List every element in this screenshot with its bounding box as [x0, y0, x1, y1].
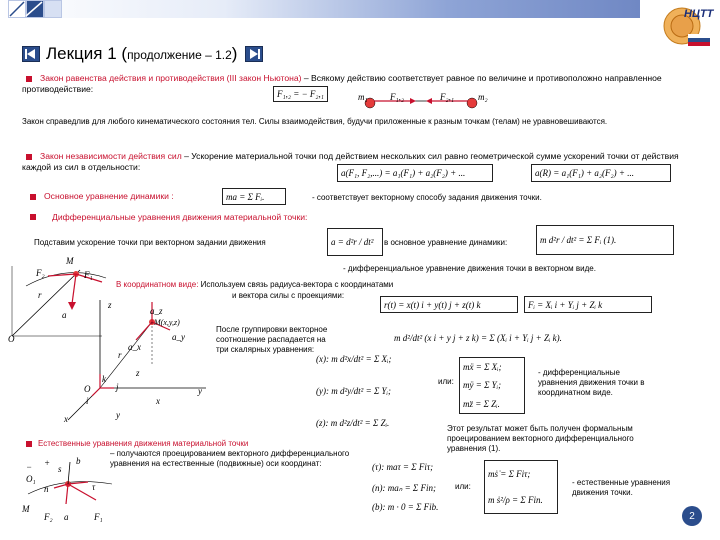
diag2-O: O — [84, 384, 91, 394]
section5-note: - естественные уравнения движения точки. — [572, 478, 671, 497]
section4-formula-b: m d²r / dt² = Σ Fᵢ (1). — [536, 225, 674, 255]
diag2-r: r — [118, 350, 122, 360]
grouping-text: После группировки векторное соотношение распадается на три скалярных уравнения: — [216, 325, 328, 354]
section2-formula-1: a(F₁, F₂,...) = a₁(F₁) + a₂(F₂) + ... — [337, 164, 493, 182]
interaction-diagram — [352, 85, 492, 113]
formula-f: Fᵢ = Xᵢ i + Yᵢ j + Zᵢ k — [524, 296, 652, 313]
diag1-M: M — [66, 256, 74, 266]
section3-lead: Основное уравнение динамики : — [44, 191, 174, 201]
next-slide-button[interactable] — [245, 46, 263, 62]
section1-note: Закон справедлив для любого кинематического состояния тел. Силы взаимодействия, будучи приложенные к разным точкам (телам) не уравновешиваются. — [22, 117, 608, 126]
diag3-plus: + — [44, 458, 51, 468]
diag3-b: b — [76, 456, 81, 466]
section4-lead: Дифференциальные уравнения движения материальной точки: — [52, 212, 308, 222]
diag1-F1: F₁ — [84, 270, 93, 280]
diag1-a: a — [62, 310, 67, 320]
natural-eq-1: mṡ̇ = Σ Fiτ; — [488, 469, 531, 479]
diag2-z: z — [108, 300, 112, 310]
diag2-j: j — [116, 382, 119, 392]
diag3-F2: F₂ — [44, 512, 53, 522]
page-number-label: 2 — [689, 510, 695, 522]
arrow-right-icon — [246, 47, 262, 61]
ili-2: или: — [455, 482, 471, 491]
eq-y: (y): m d²y/dt² = Σ Yᵢ; — [316, 386, 391, 396]
logo — [662, 4, 714, 48]
diag2-y: y — [198, 386, 202, 396]
diag3-a: a — [64, 512, 69, 522]
diag3-s: s — [58, 464, 62, 474]
eq-n: (n): maₙ = Σ Fin; — [372, 483, 436, 493]
diag3-tau: τ — [92, 482, 96, 492]
section4-note: - дифференциальное уравнение движения точки в векторном виде. — [343, 264, 596, 273]
diag2-i: i — [86, 396, 89, 406]
diag2-k: k — [102, 374, 106, 384]
natural-eq-2: m ṡ²/ρ = Σ Fin. — [488, 495, 543, 505]
prev-slide-button[interactable] — [22, 46, 40, 62]
section4-text-a: Подставим ускорение точки при векторном задании движения — [34, 238, 266, 247]
page-number — [682, 506, 702, 526]
natural-eq-box — [484, 460, 558, 514]
bullet — [26, 441, 32, 447]
diag2-x: x — [156, 396, 160, 406]
result-text: Этот результат может быть получен формальным проецированием векторного дифференциального уравнения (1). — [447, 424, 634, 453]
bullet — [30, 194, 36, 200]
diag1-O: O — [8, 334, 15, 344]
label-f12: F₁,₂ — [390, 92, 405, 102]
bullet — [30, 214, 36, 220]
eq-short-x: mẍ = Σ Xᵢ; — [463, 362, 502, 373]
diag2-ay: a_y — [172, 332, 185, 342]
eq-z: (z): m d²z/dt² = Σ Zᵢ. — [316, 418, 390, 428]
eq-short-note: - дифференциальные уравнения движения точки в координатном виде. — [538, 368, 645, 397]
top-bar — [0, 0, 720, 22]
diag2-x-axis: x — [64, 414, 68, 424]
label-m2: m₂ — [478, 92, 488, 102]
eq-tau: (τ): maτ = Σ Fiτ; — [372, 462, 434, 472]
diag2-ax: a_x — [128, 342, 141, 352]
section5-text: – получаются проецированием векторного дифференциального уравнения на естественные (подвижные) оси координат: — [110, 449, 350, 468]
diag3-n: n — [44, 484, 49, 494]
eq-b: (b): m · 0 = Σ Fib. — [372, 502, 439, 512]
logo-text: НЦТТ — [684, 8, 714, 20]
coordinate-diagram — [56, 296, 216, 426]
label-m1: m₁ — [358, 92, 368, 102]
section5-lead-line: Естественные уравнения движения материальной точки — [38, 439, 249, 448]
coord-text-2: и вектора силы с проекциями: — [232, 291, 345, 300]
diag2-Mxyz: M(x,y,z) — [154, 318, 180, 327]
eq-x: (x): m d²x/dt² = Σ Xᵢ; — [316, 354, 392, 364]
diag3-M: M — [22, 504, 30, 514]
ili-1: или: — [438, 377, 454, 386]
section1-text: Закон равенства действия и противодействия (III закон Ньютона) – Всякому действию соответствует равное по величине и противоположно направленное противодействие: — [22, 73, 662, 94]
formula-big: m d²/dt² (x i + y j + z k) = Σ (Xᵢ i + Yᵢ j + Zᵢ k). — [394, 333, 562, 343]
diag3-O1: O₁ — [26, 474, 36, 484]
header — [22, 44, 263, 64]
coord-text: В координатном виде: Используем связь радиуса-вектора с координатами — [116, 280, 394, 289]
section4-formula-a: a = d²r / dt² — [327, 228, 383, 256]
diag3-minus: − — [26, 462, 33, 472]
diag1-F2: F₂ — [36, 268, 45, 278]
section1-formula: F₁,₂ = − F₂,₁ — [273, 86, 328, 102]
arrow-left-icon — [23, 47, 39, 61]
page-title: Лекция 1 (продолжение – 1.2) — [46, 44, 238, 63]
diag2-y-axis: y — [116, 410, 120, 420]
label-f21: F₂,₁ — [440, 92, 455, 102]
eq-short-y: mÿ = Σ Yᵢ; — [463, 380, 502, 391]
diag2-zc: z — [136, 368, 140, 378]
eq-short-box — [459, 357, 525, 414]
formula-r: r(t) = x(t) i + y(t) j + z(t) k — [380, 296, 518, 313]
eq-short-z: mz̈ = Σ Zᵢ. — [463, 398, 500, 409]
section3-note: - соответствует векторному способу задания движения точки. — [312, 193, 542, 202]
diag1-r: r — [38, 290, 42, 300]
section4-text-b: в основное уравнение динамики: — [384, 238, 508, 247]
section2-text: Закон независимости действия сил – Ускорение материальной точки под действием нескольких сил равно геометрической сумме ускорений точки от действия каждой из сил в отдельности: — [22, 151, 679, 172]
topbar-diagonal-icon — [8, 0, 44, 18]
section2-formula-2: a(R) = a₁(F₁) + a₂(F₂) + ... — [531, 164, 671, 182]
section3-formula: ma = Σ Fᵢ. — [222, 188, 286, 205]
diag2-az: a_z — [150, 306, 163, 316]
diag3-F1: F₁ — [94, 512, 103, 522]
